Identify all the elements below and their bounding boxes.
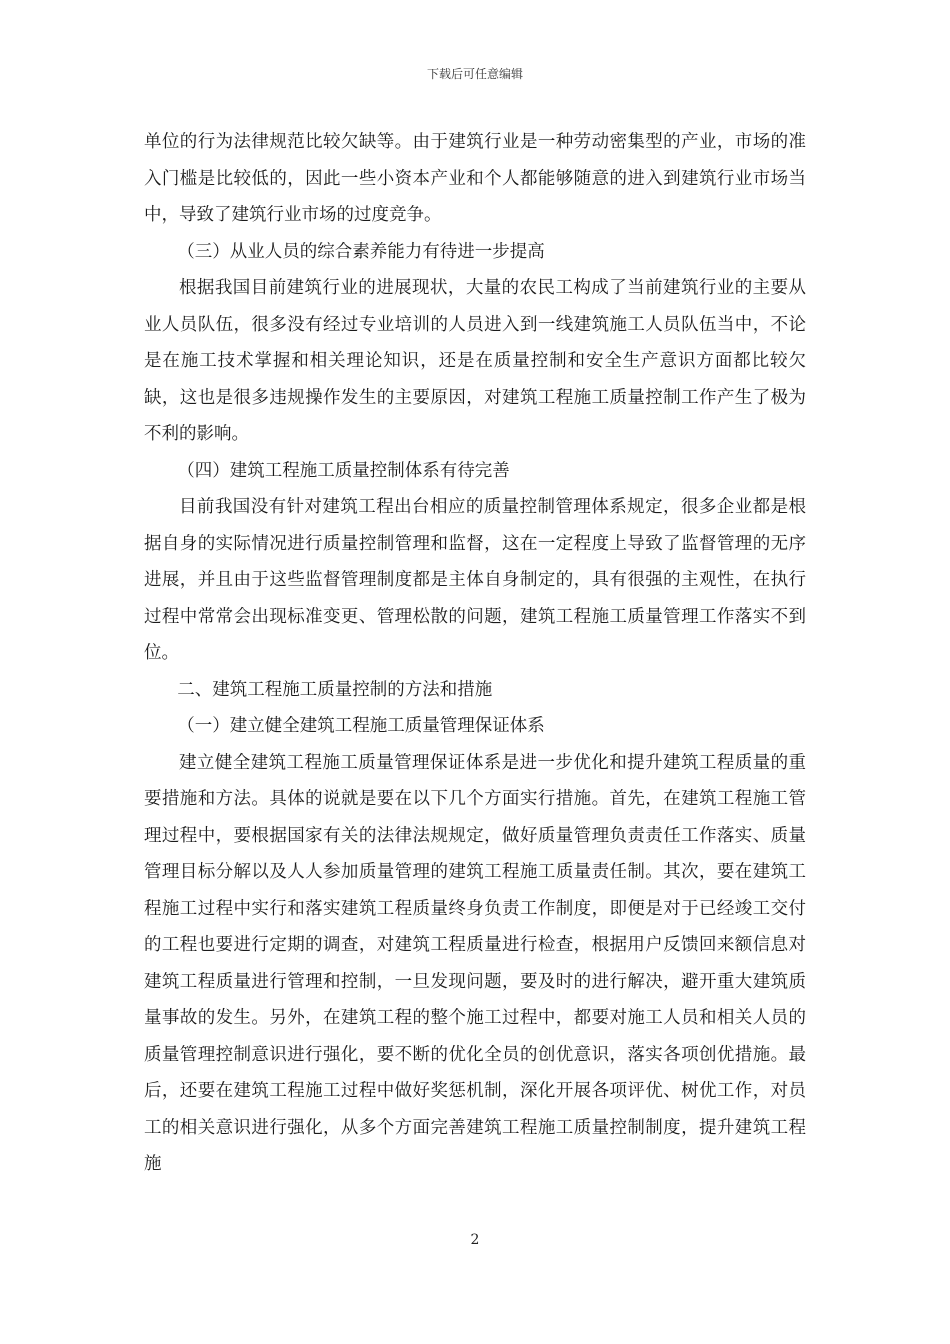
section-heading-3: （三）从业人员的综合素养能力有待进一步提高 [177,241,545,262]
page-header-note: 下载后可任意编辑 [426,67,523,81]
document-body [144,124,806,1183]
page-number: 2 [470,1232,480,1248]
section-heading-1: （一）建立健全建筑工程施工质量管理保证体系 [177,716,545,736]
paragraph: 根据我国目前建筑行业的进展现状，大量的农民工构成了当前建筑行业的主要从业人员队伍，很多没有经过专业培训的人员进入到一线建筑施工人员队伍当中，不论是在施工技术掌握和相关理论知识，还是在质量控制和安全生产意识方面都比较欠缺，这也是很多违规操作发生的主要原因，对建筑工程施工质量控制工作产生了极为不利的影响。 [144,278,806,444]
paragraph: 目前我国没有针对建筑工程出台相应的质量控制管理体系规定，很多企业都是根据自身的实际情况进行质量控制管理和监督，这在一定程度上导致了监督管理的无序进展，并且由于这些监督管理制度都是主体自身制定的，具有很强的主观性，在执行过程中常常会出现标准变更、管理松散的问题，建筑工程施工质量管理工作落实不到位。 [144,497,806,663]
chapter-heading-2: 二、建筑工程施工质量控制的方法和措施 [177,679,493,700]
section-heading-4: （四）建筑工程施工质量控制体系有待完善 [177,460,510,481]
paragraph-continued: 单位的行为法律规范比较欠缺等。由于建筑行业是一种劳动密集型的产业，市场的准入门槛是比较低的，因此一些小资本产业和个人都能够随意的进入到建筑行业市场当中，导致了建筑行业市场的过度竞争。 [144,132,806,225]
paragraph: 建立健全建筑工程施工质量管理保证体系是进一步优化和提升建筑工程质量的重要措施和方法。具体的说就是要在以下几个方面实行措施。首先，在建筑工程施工管理过程中，要根据国家有关的法律法规规定，做好质量管理负责责任工作落实、质量管理目标分解以及人人参加质量管理的建筑工程施工质量责任制。其次，要在建筑工程施工过程中实行和落实建筑工程质量终身负责工作制度，即便是对于已经竣工交付的工程也要进行定期的调查，对建筑工程质量进行检查，根据用户反馈回来额信息对建筑工程质量进行管理和控制，一旦发现问题，要及时的进行解决，避开重大建筑质量事故的发生。另外，在建筑工程的整个施工过程中，都要对施工人员和相关人员的质量管理控制意识进行强化，要不断的优化全员的创优意识，落实各项创优措施。最后，还要在建筑工程施工过程中做好奖惩机制，深化开展各项评优、树优工作，对员工的相关意识进行强化，从多个方面完善建筑工程施工质量控制制度，提升建筑工程施 [144,752,806,1174]
